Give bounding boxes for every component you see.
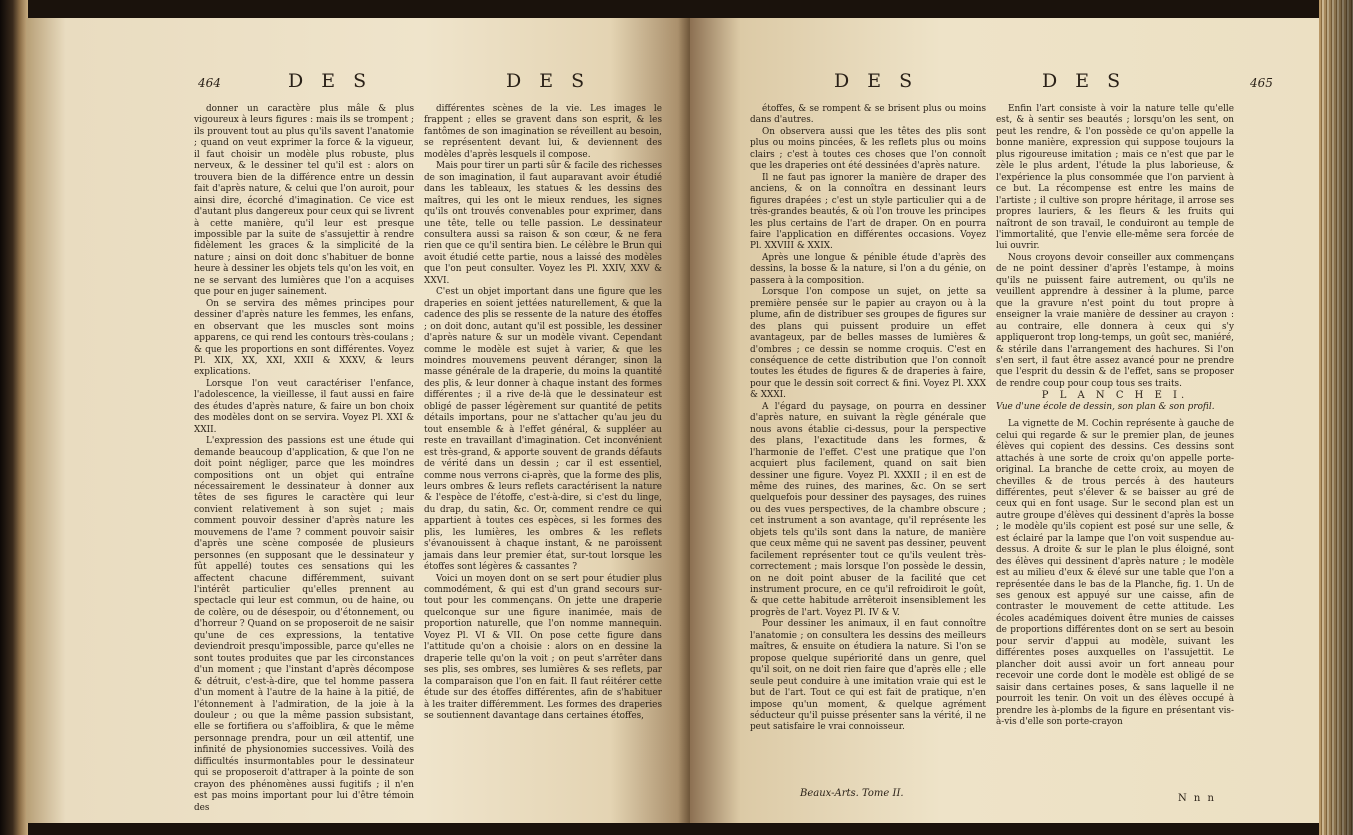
text-column-2 (424, 104, 662, 804)
plate-title: P L A N C H E I. (1041, 390, 1189, 402)
text-column-1 (194, 104, 414, 813)
paragraph: étoffes, & se rompent & se brisent plus ou moins dans d'autres. (750, 104, 986, 126)
paragraph: différentes scènes de la vie. Les images le frappent ; elles se gravent dans son esprit, & les fantômes de son imagination se réveillent au besoin, se représentent devant lui, & deviennent des modèles d'après lesquels il compose. (424, 104, 662, 160)
paragraph: Enfin l'art consiste à voir la nature telle qu'elle est, & à sentir ses beautés ; lorsqu'on les sent, on peut les rendre, & l'on possède ce qu'on appelle la bonne manière, expression qui suppose toujours la plus rigoureuse imitation ; mais ce n'est que par le zèle le plus ardent, l'étude la plus laborieuse, & l'expérience la plus consommée que l'on parvient à ce but. La récompense est entre les mains de l'artiste ; il cultive son propre héritage, il arrose ses propres lauriers, & les fleurs & les fruits qui naîtront de son travail, le conduiront au temple de l'immortalité, que l'envie elle-même sera forcée de lui ouvrir. (996, 104, 1234, 252)
text-column-4 (996, 104, 1234, 804)
running-head-left-col2: D E S (506, 70, 591, 92)
paragraph: Voici un moyen dont on se sert pour étudier plus commodément, & qui est d'un grand secours sur-tout pour les commençans. On jette une draperie quelconque sur une figure inanimée, mais de proportion naturelle, que l'on nomme mannequin. Voyez Pl. VI & VII. On pose cette figure dans l'attitude qu'on a choisie : alors on en dessine la draperie telle qu'on la voit ; on peut s'arrêter dans ses plis, ses ombres, ses lumières & ses reflets, par la comparaison que l'on en fait. Il faut réitérer cette étude sur des étoffes différentes, afin de s'habituer à les traiter différemment. Les formes des draperies se soutiennent davantage dans certaines étoffes, (424, 573, 662, 722)
running-head-right-col2: D E S (1042, 70, 1127, 92)
right-page (690, 18, 1319, 823)
paragraph: Il ne faut pas ignorer la manière de draper des anciens, & on la connoîtra en dessinant leurs figures drapées ; c'est un style particulier qui a de très-grandes beautés, & où l'on trouve les principes les plus certains de l'art de draper. On en pourra faire l'application en différentes occasions. Voyez Pl. XXVIII & XXIX. (750, 172, 986, 252)
paragraph: On se servira des mêmes principes pour dessiner d'après nature les femmes, les enfans, en observant que les muscles sont moins apparens, ce qui rend les contours très-coulans ; & que les proportions en sont différentes. Voyez Pl. XIX, XX, XXI, XXII & XXXV, & leurs explications. (194, 298, 414, 378)
paragraph: Lorsque l'on compose un sujet, on jette sa première pensée sur le papier au crayon ou à la plume, afin de distribuer ses groupes de figures sur des plans qui puissent produire un effet avantageux, par de belles masses de lumières & d'ombres ; ce dessin se nomme croquis. C'est en conséquence de cette distribution que l'on connoît toutes les études de figures & de draperies à faire, pour que le dessin soit correct & fini. Voyez Pl. XXX & XXXI. (750, 287, 986, 401)
running-head-left-col1: D E S (288, 70, 373, 92)
paragraph: Pour dessiner les animaux, il en faut connoître l'anatomie ; on consultera les dessins des meilleurs maîtres, & ensuite on étudiera la nature. Si l'on se propose quelque supériorité dans un genre, quel qu'il soit, on ne doit rien faire que d'après elle ; elle seule peut conduire à une imitation vraie qui est le but de l'art. Tout ce qui est fait de pratique, n'en impose qu'un moment, & quelque agrément séducteur qu'il puisse présenter sans la vérité, il ne peut satisfaire le vrai connoisseur. (750, 619, 986, 733)
running-head-right-col1: D E S (834, 70, 919, 92)
book-fore-edge-right (1319, 0, 1353, 835)
page-number-right: 465 (1250, 76, 1273, 90)
paragraph: C'est un objet important dans une figure que les draperies en soient jettées naturellement, & que la cadence des plis se ressente de la nature des étoffes ; on doit donc, autant qu'il est possible, les dessiner d'après nature & sur un modèle vivant. Cependant comme le modèle est sujet à varier, & que les moindres mouvemens peuvent déranger, sinon la masse générale de la draperie, du moins la quantité des plis, & leur donner à chaque instant des formes différentes ; il a rive de-là que le dessinateur est obligé de passer légèrement sur quantité de petits détails importans, pour ne s'attacher qu'au jeu du tout ensemble & à l'effet général, & suppléer au reste en travaillant d'imagination. Cet inconvénient est très-grand, & apporte souvent de grands défauts de vérité dans un dessin ; car il est essentiel, comme nous verrons ci-après, que la forme des plis, leurs ombres & leurs reflets caractérisent la nature & l'espèce de l'étoffe, c'est-à-dire, si c'est du linge, du drap, du satin, &c. Or, comment rendre ce qui appartient à toutes ces espèces, si les formes des plis, les lumières, les ombres & les reflets s'évanouissent à chaque instant, & ne paroissent jamais dans leur premier état, sur-tout lorsque les étoffes sont légères & cassantes ? (424, 287, 662, 573)
plate-subtitle: Vue d'une école de dessin, son plan & son profil. (996, 401, 1215, 412)
page-number-left: 464 (198, 76, 221, 90)
paragraph: Lorsque l'on veut caractériser l'enfance, l'adolescence, la vieillesse, il faut aussi en faire des études d'après nature, & faire un bon choix des modèles dont on se servira. Voyez Pl. XXI & XXII. (194, 378, 414, 435)
text-column-3 (750, 104, 986, 784)
paragraph: L'expression des passions est une étude qui demande beaucoup d'application, & que l'on ne doit point négliger, parce que les moindres compositions ont un objet qui entraîne nécessairement le dessinateur à donner aux têtes de ses figures le caractère qui leur convient relativement à son sujet ; mais comment pouvoir dessiner d'après nature les mouvemens de l'ame ? comment pouvoir saisir d'après une scène composée de plusieurs personnes (en supposant que le dessinateur y fût appellé) toutes ces sensations qui les affectent chacune différemment, suivant l'intérêt particulier qu'elles prennent au spectacle qui leur est commun, ou de haine, ou de colère, ou de désespoir, ou d'étonnement, ou d'horreur ? Quand on se proposeroit de ne saisir qu'une de ces expressions, la tentative deviendroit presqu'impossible, parce qu'elles ne sont toutes produites que par les circonstances d'un moment ; que l'instant d'après décompose & détruit, c'est-à-dire, que tel homme passera d'un moment à l'autre de la haine à la pitié, de l'étonnement à l'admiration, de la joie à la douleur ; ou que la même passion subsistant, elle se fortifiera ou s'affoiblira, & que le même personnage prendra, pour un œil attentif, une infinité de physionomies successives. Voilà des difficultés insurmontables pour le dessinateur qui se proposeroit d'attraper à la pointe de son crayon des phénomènes aussi fugitifs ; il n'en est pas moins important pour lui d'être témoin des (194, 436, 414, 813)
book-edge-left (0, 0, 28, 835)
signature-mark: N n n (1178, 793, 1216, 804)
paragraph: On observera aussi que les têtes des plis sont plus ou moins pincées, & les reflets plus ou moins clairs ; c'est à toutes ces choses que l'on connoît que les draperies ont été dessinées d'après nature. (750, 126, 986, 172)
volume-footer: Beaux-Arts. Tome II. (800, 788, 904, 799)
paragraph: Mais pour tirer un parti sûr & facile des richesses de son imagination, il faut auparavant avoir étudié dans les tableaux, les statues & les dessins des maîtres, qui les ont le mieux rendues, les signes qu'ils ont trouvés convenables pour exprimer, dans une tête, telle ou telle passion. Le dessinateur consultera aussi sa raison & son cœur, & ne fera rien que ce qu'il sentira bien. Le célèbre le Brun qui avoit étudié cette partie, nous a laissé des modèles que l'on peut consulter. Voyez les Pl. XXIV, XXV & XXVI. (424, 161, 662, 286)
paragraph: A l'égard du paysage, on pourra en dessiner d'après nature, en suivant la règle générale que nous avons établie ci-dessus, pour la perspective des plans, l'exactitude dans les formes, & l'harmonie de l'effet. C'est une pratique que l'on acquiert plus facilement, quand on sait bien dessiner une figure. Voyez Pl. XXXII ; il en est de même des ruines, des marines, &c. On se sert quelquefois pour dessiner des paysages, des ruines ou des vues perspectives, de la chambre obscure ; cet instrument a son avantage, qu'il représente les objets tels qu'ils sont dans la nature, de manière que ceux même qui ne savent pas dessiner, peuvent facilement représenter tout ce qu'ils veulent très-correctement ; mais lorsque l'on possède le dessin, on ne doit point abuser de la facilité que cet instrument procure, en ce qu'il refroidiroit le goût, & que cette habitude arrêteroit insensiblement les progrès de l'art. Voyez Pl. IV & V. (750, 401, 986, 618)
paragraph: donner un caractère plus mâle & plus vigoureux à leurs figures : mais ils se trompent ; ils prouvent tout au plus qu'ils savent l'anatomie ; quand on veut exprimer la force & la vigueur, il faut choisir un modèle plus robuste, plus nerveux, & le dessiner tel qu'il est : alors on trouvera bien de la différence entre un dessin fait d'après nature, & celui que l'on auroit, pour ainsi dire, écorché d'imagination. Ce vice est d'autant plus dangereux pour ceux qui se livrent à cette manière, qu'il leur est presque impossible par la suite de s'assujettir à rendre fidèlement les graces & la simplicité de la nature ; ainsi on doit donc s'habituer de bonne heure à dessiner les objets tels qu'on les voit, en ne se servant des lumières que l'on a acquises que pour en juger sainement. (194, 104, 414, 298)
paragraph: Après une longue & pénible étude d'après des dessins, la bosse & la nature, si l'on a du génie, on passera à la composition. (750, 252, 986, 286)
paragraph: Nous croyons devoir conseiller aux commençans de ne point dessiner d'après l'estampe, à moins qu'ils ne puissent faire autrement, ou qu'ils ne veuillent apprendre à dessiner à la plume, parce que la gravure n'est point du tout propre à enseigner la vraie manière de dessiner au crayon : au contraire, elle donnera à ceux qui s'y appliqueront trop long-temps, un goût sec, maniéré, & stérile dans l'arrangement des hachures. Si l'on s'en sert, il faut être assez avancé pour ne prendre que l'esprit du dessin & de l'effet, sans se proposer de rendre coup pour coup tous ses traits. (996, 252, 1234, 389)
paragraph: La vignette de M. Cochin représente à gauche de celui qui regarde & sur le premier plan, de jeunes élèves qui copient des dessins. Ces dessins sont attachés à une sorte de croix qu'on appelle porte-original. La branche de cette croix, au moyen de chevilles & de trous percés à des hauteurs différentes, peut s'élever & se baisser au gré de ceux qui en font usage. Sur le second plan est un autre groupe d'élèves qui dessinent d'après la bosse ; le modèle qu'ils copient est posé sur une selle, & est éclairé par la lampe que l'on voit suspendue au-dessus. A droite & sur le plan le plus éloigné, sont des élèves qui dessinent d'après nature ; le modèle est au milieu d'eux & élevé sur une table que l'on a représentée dans le bas de la Planche, fig. 1. Un de ses genoux est appuyé sur une caisse, afin de contraster le mouvement de cette attitude. Les écoles académiques doivent être munies de caisses de proportions différentes dont on se sert au besoin pour servir d'appui au modèle, suivant les différentes poses auxquelles on l'assujettit. Le plancher doit aussi avoir un fort anneau pour recevoir une corde dont le modèle est obligé de se saisir dans certaines poses, & sans laquelle il ne pourroit les tenir. On voit un des élèves occupé à prendre les à-plombs de la figure en présentant vis-à-vis d'elle son porte-crayon (996, 419, 1234, 728)
left-page (26, 18, 690, 823)
